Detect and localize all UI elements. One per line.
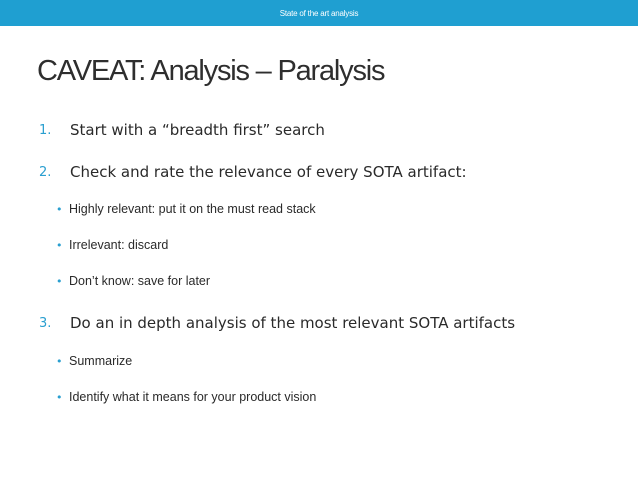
slide-title: CAVEAT: Analysis – Paralysis bbox=[37, 55, 385, 87]
bullet-marker: • bbox=[56, 239, 63, 252]
bullet-marker: • bbox=[56, 355, 63, 368]
sub-bullet-text: Highly relevant: put it on the must read stack bbox=[69, 202, 316, 216]
list-number: 2. bbox=[39, 165, 52, 180]
list-item-text: Do an in depth analysis of the most relevant SOTA artifacts bbox=[70, 314, 516, 332]
list-number: 3. bbox=[39, 316, 52, 331]
list-number: 1. bbox=[39, 123, 52, 138]
list-item-text: Start with a “breadth first” search bbox=[70, 121, 325, 139]
sub-bullet-text: Identify what it means for your product vision bbox=[69, 390, 317, 404]
header-bar bbox=[0, 0, 638, 26]
bullet-marker: • bbox=[56, 391, 63, 404]
sub-bullet-text: Summarize bbox=[69, 354, 133, 368]
bullet-marker: • bbox=[56, 203, 63, 216]
sub-bullet-text: Irrelevant: discard bbox=[69, 238, 169, 252]
bullet-marker: • bbox=[56, 275, 63, 288]
sub-bullet-text: Don’t know: save for later bbox=[69, 274, 211, 288]
list-item-text: Check and rate the relevance of every SOTA artifact: bbox=[70, 163, 467, 181]
header-label: State of the art analysis bbox=[279, 8, 359, 18]
